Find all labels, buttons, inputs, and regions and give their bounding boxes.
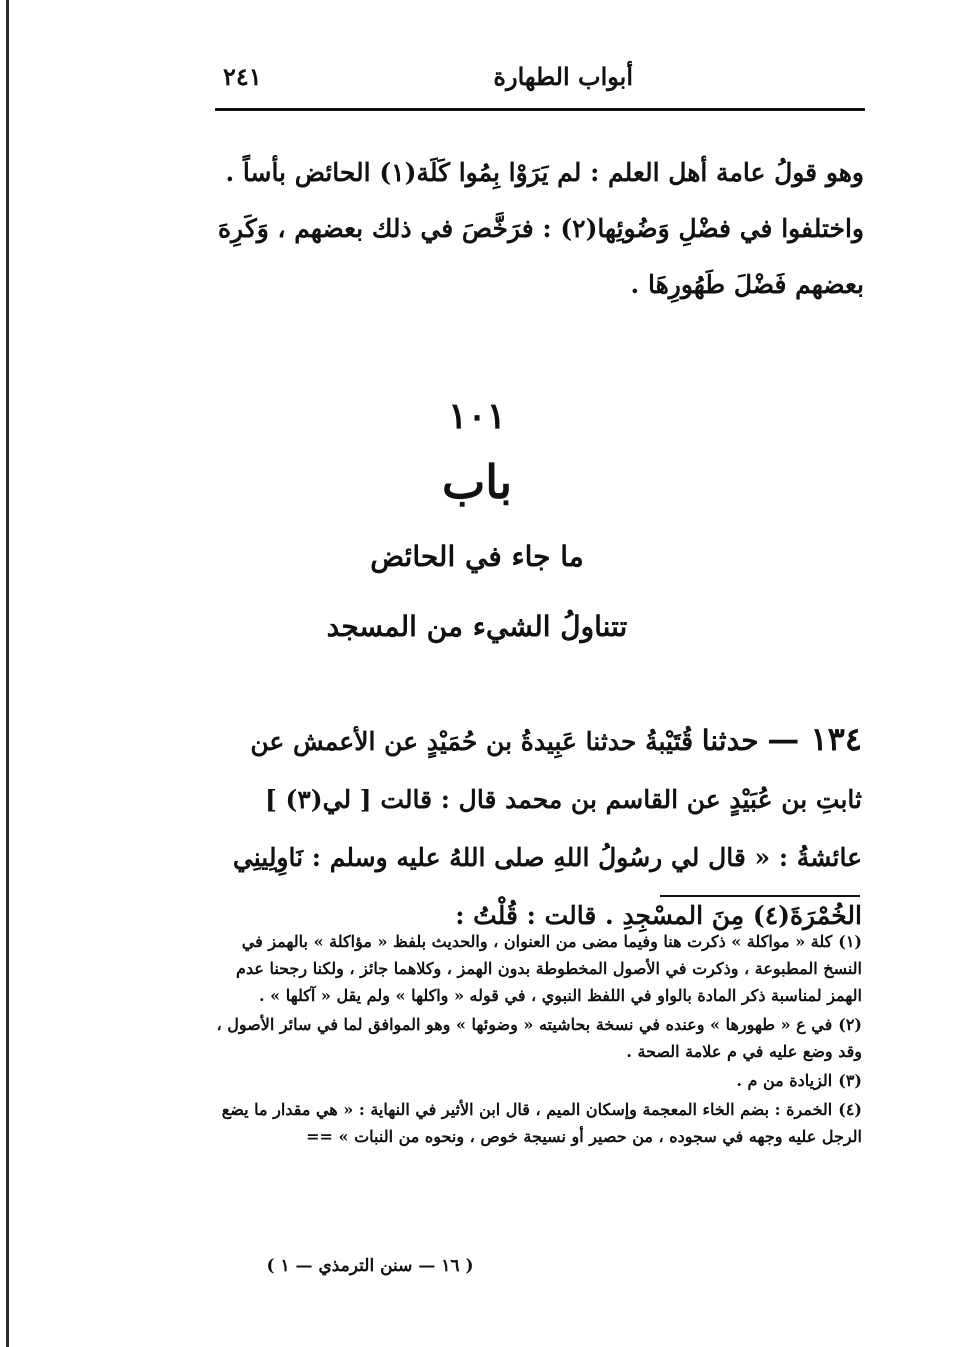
footnote-mark: (٤) (838, 1100, 862, 1119)
footnote-text: في ع « طهورها » وعنده في نسخة بحاشيته « وضوئها » وهو الموافق لما في سائر الأصول ، وقد وضع عليه في م علامة الصحة . (216, 1015, 862, 1061)
page-edge-shadow (6, 0, 9, 1347)
footnote-1 (202, 928, 862, 1009)
intro-paragraph: وهو قولُ عامة أهل العلم : لم يَرَوْا بِمُوا كَلَة(١) الحائض بأساً . واختلفوا في فضْلِ وَضُوئِها(٢) : فرَخَّصَ في ذلك بعضهم ، وَكَرِهَ بعضهم فَضْلَ طَهُورِهَا . (217, 158, 864, 299)
footnotes (202, 928, 862, 1152)
hadith-paragraph (212, 710, 862, 945)
footnote-text: كلة « مواكلة » ذكرت هنا وفيما مضى من العنوان ، والحديث بلفظ « مؤاكلة » بالهمز في النسخ المطبوعة ، وذكرت في الأصول المخطوطة بدون الهمز ، وكلاهما جائز ، ولكنا رجحنا عدم الهمز لمناسبة ذكر المادة بالواو في اللفظ النبوي ، في قوله « واكلها » ولم يقل « آكلها » . (236, 932, 862, 1005)
chapter-title-line2: تتناولُ الشيء من المسجد (326, 610, 628, 643)
hadith-opening-word: حدثنا (701, 724, 759, 757)
running-title: أبواب الطهارة (493, 62, 633, 91)
footnote-mark: (٢) (838, 1015, 862, 1034)
footnote-4 (202, 1096, 862, 1150)
footnote-3 (202, 1067, 862, 1094)
signature-footer: ( ١٦ — سنن الترمذي — ١ ) (266, 1256, 474, 1276)
header-rule (215, 108, 865, 111)
footnote-mark: (١) (838, 932, 862, 951)
footnote-2 (202, 1011, 862, 1065)
hadith-text: قُتَيْبةُ حدثنا عَبِيدةُ بن حُمَيْدٍ عن الأعمش عن ثابتِ بن عُبَيْدٍ عن القاسم بن محمد قال : قالت [ لي(٣) ] عائشةُ : « قال لي رسُولُ اللهِ صلى اللهُ عليه وسلم : نَاوِلِينِي الخُمْرَةَ(٤) مِنَ المسْجِدِ . قالت : قُلْتُ : (232, 727, 862, 930)
footnote-mark: (٣) (838, 1071, 862, 1090)
bab-heading: باب (441, 455, 513, 509)
footnote-text: الخمرة : بضم الخاء المعجمة وإسكان الميم ، قال ابن الأثير في النهاية : « هي مقدار ما يضع الرجل عليه وجهه في سجوده ، من حصير أو نسيجة خوص ، ونحوه من النبات » == (221, 1100, 862, 1146)
page-number: ٢٤١ (223, 62, 262, 91)
hadith-number: ١٣٤ — (767, 720, 862, 758)
footnote-text: الزيادة من م . (736, 1071, 833, 1090)
chapter-title-line1: ما جاء في الحائض (370, 540, 584, 573)
footnote-separator (660, 895, 860, 897)
page-header (215, 60, 863, 104)
section-number: ١٠١ (447, 395, 506, 437)
